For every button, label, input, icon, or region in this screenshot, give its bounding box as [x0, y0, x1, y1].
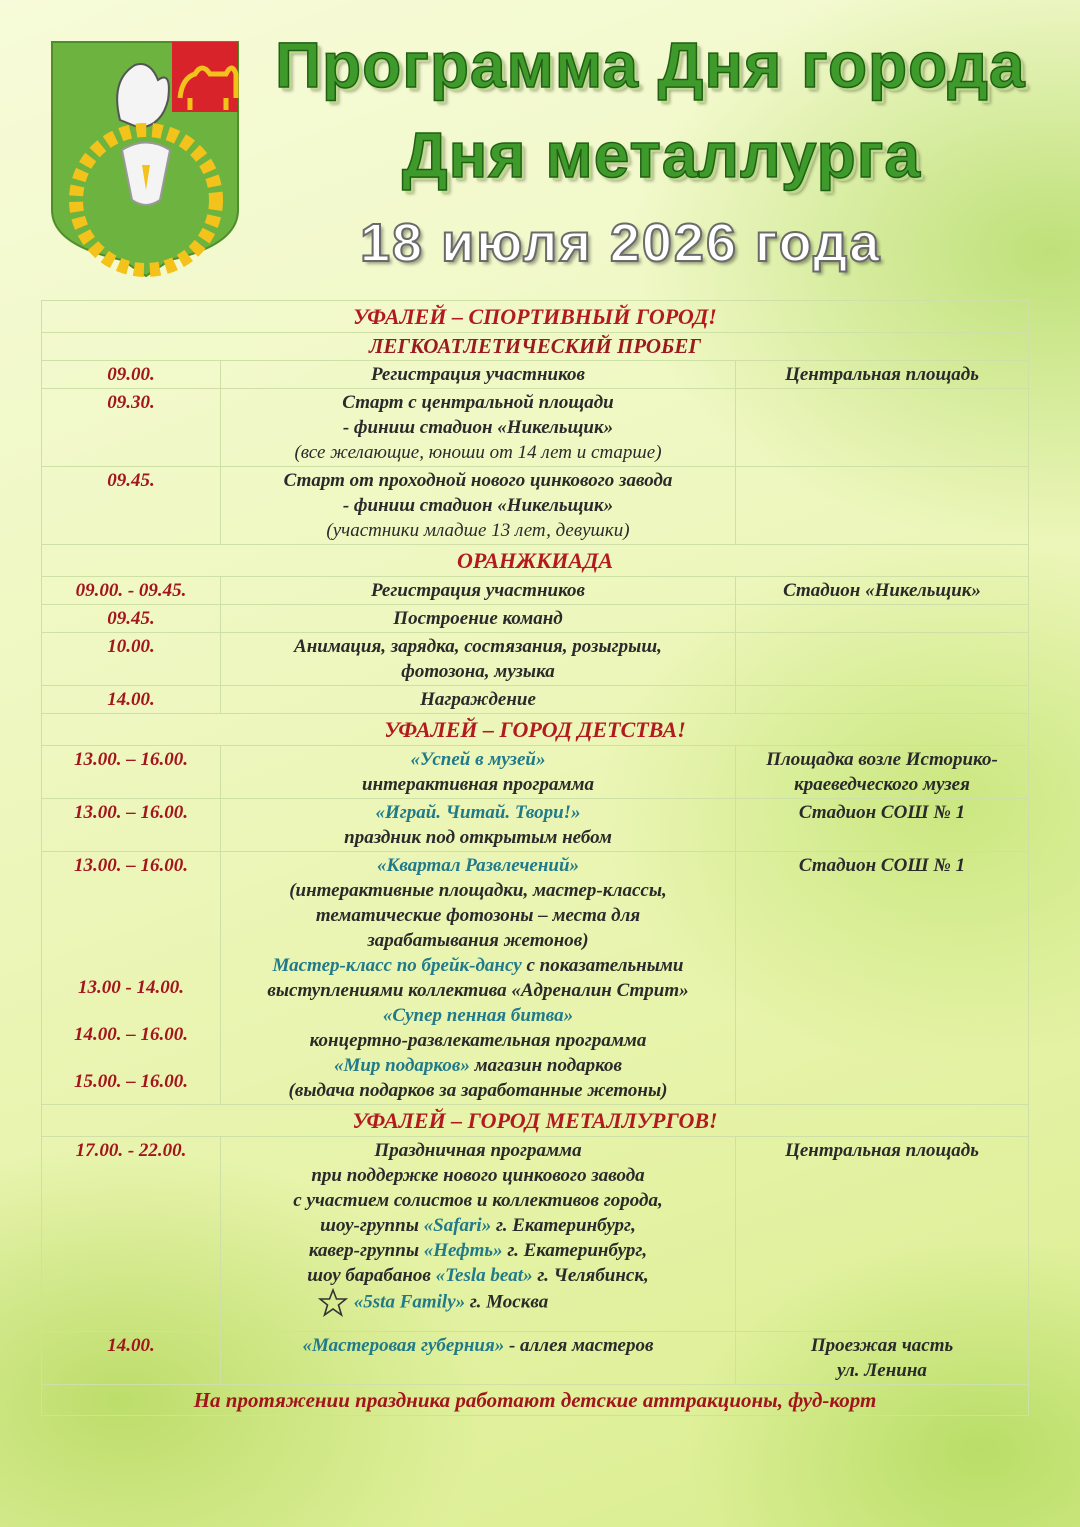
- time-cell: 14.00.: [42, 1332, 221, 1385]
- event-name: «Мастеровая губерния»: [302, 1335, 505, 1356]
- page-title: Программа Дня города: [275, 29, 1026, 101]
- table-row: [42, 633, 1029, 686]
- event-date: 18 июля 2026 года: [360, 213, 882, 273]
- subsection-title: ЛЕГКОАТЛЕТИЧЕСКИЙ ПРОБЕГ: [42, 333, 1029, 361]
- place-cell: Центральная площадь: [736, 1137, 1029, 1332]
- event-text: г. Челябинск,: [532, 1265, 649, 1286]
- event-line: [225, 1263, 731, 1288]
- event-cell: [221, 799, 736, 852]
- table-row: [42, 686, 1029, 714]
- table-row: [42, 389, 1029, 467]
- event-name: Мастер-класс по брейк-дансу: [272, 955, 522, 976]
- event-line: выступлениями коллектива «Адреналин Стрит»: [267, 980, 689, 1001]
- event-name: «Нефть»: [423, 1240, 503, 1261]
- place-cell: [736, 746, 1029, 799]
- time-cell: 09.00.: [42, 361, 221, 389]
- event-text: г. Екатеринбург,: [502, 1240, 648, 1261]
- event-cell: Регистрация участников: [221, 361, 736, 389]
- place-cell: Центральная площадь: [736, 361, 1029, 389]
- time-cell: 10.00.: [42, 633, 221, 686]
- time-cell: 17.00. - 22.00.: [42, 1137, 221, 1332]
- program-table: [41, 300, 1029, 1416]
- table-row: [42, 1137, 1029, 1332]
- place-line: ул. Ленина: [837, 1360, 927, 1381]
- section-header-row: [42, 545, 1029, 577]
- event-text: шоу-группы: [320, 1215, 424, 1236]
- place-cell: [736, 1332, 1029, 1385]
- place-line: Проезжая часть: [810, 1335, 954, 1356]
- event-line: [225, 1238, 731, 1263]
- event-line: [225, 1053, 731, 1078]
- event-name: «5sta Family»: [353, 1291, 466, 1313]
- event-text: шоу барабанов: [307, 1265, 436, 1286]
- time-cell: 09.00. - 09.45.: [42, 577, 221, 605]
- time-cell: 09.30.: [42, 389, 221, 467]
- footer-note: На протяжении праздника работают детские аттракционы, фуд-корт: [42, 1385, 1029, 1416]
- time-line: 13.00. – 16.00.: [74, 855, 188, 876]
- table-row: [42, 605, 1029, 633]
- event-line: концертно-развлекательная программа: [309, 1030, 647, 1051]
- event-cell: [221, 389, 736, 467]
- place-cell: Стадион СОШ № 1: [736, 852, 1029, 1105]
- time-cell: 13.00. – 16.00.: [42, 799, 221, 852]
- event-line: (выдача подарков за заработанные жетоны): [288, 1080, 668, 1101]
- event-name: «Играй. Читай. Твори!»: [375, 802, 581, 823]
- event-name: «Квартал Развлечений»: [376, 855, 580, 876]
- page-subtitle: Дня металлурга: [402, 119, 921, 191]
- section-header-row: [42, 301, 1029, 333]
- event-cell: Награждение: [221, 686, 736, 714]
- event-line: Анимация, зарядка, состязания, розыгрыш,: [294, 636, 662, 657]
- section-title: УФАЛЕЙ – ГОРОД ДЕТСТВА!: [42, 714, 1029, 746]
- event-line: тематические фотозоны – места для: [315, 905, 641, 926]
- event-text: с показательными: [521, 955, 684, 976]
- event-name: «Успей в музей»: [410, 749, 546, 770]
- event-cell: Построение команд: [221, 605, 736, 633]
- table-row: [42, 799, 1029, 852]
- time-line: 15.00. – 16.00.: [74, 1071, 188, 1092]
- event-line: Праздничная программа: [374, 1140, 582, 1161]
- event-cell: [221, 1137, 736, 1332]
- event-line: интерактивная программа: [362, 774, 594, 795]
- table-row: [42, 361, 1029, 389]
- place-cell: [736, 467, 1029, 545]
- city-coat-of-arms-icon: [50, 40, 242, 280]
- time-cell: 09.45.: [42, 605, 221, 633]
- table-row: [42, 746, 1029, 799]
- table-row: [42, 1332, 1029, 1385]
- section-header-row: [42, 1105, 1029, 1137]
- place-cell: [736, 389, 1029, 467]
- event-line: [225, 953, 731, 978]
- section-title: УФАЛЕЙ – СПОРТИВНЫЙ ГОРОД!: [42, 301, 1029, 333]
- time-cell: 13.00. – 16.00.: [42, 746, 221, 799]
- event-line: [225, 1213, 731, 1238]
- time-line: 14.00. – 16.00.: [74, 1024, 188, 1045]
- event-line: фотозона, музыка: [401, 661, 555, 682]
- event-name: «Мир подарков»: [333, 1055, 470, 1076]
- event-line: (интерактивные площадки, мастер-классы,: [289, 880, 667, 901]
- section-header-row: [42, 714, 1029, 746]
- event-cell: [221, 852, 736, 1105]
- time-cell: [42, 852, 221, 1105]
- event-line: - финиш стадион «Никельщик»: [342, 417, 614, 438]
- event-line: при поддержке нового цинкового завода: [311, 1165, 645, 1186]
- place-line: краеведческого музея: [794, 774, 970, 795]
- place-cell: Стадион «Никельщик»: [736, 577, 1029, 605]
- star-outline-icon: [318, 1288, 348, 1318]
- footer-row: [42, 1385, 1029, 1416]
- place-cell: [736, 605, 1029, 633]
- event-cell: [221, 1332, 736, 1385]
- event-text: кавер-группы: [308, 1240, 424, 1261]
- event-cell: [221, 633, 736, 686]
- event-line: Старт от проходной нового цинкового завода: [283, 470, 673, 491]
- event-text: г. Екатеринбург,: [491, 1215, 636, 1236]
- place-cell: [736, 633, 1029, 686]
- event-line: с участием солистов и коллективов города,: [293, 1190, 663, 1211]
- event-cell: [221, 467, 736, 545]
- event-cell: [221, 746, 736, 799]
- place-line: Площадка возле Историко-: [766, 749, 998, 770]
- table-row: [42, 577, 1029, 605]
- event-text: г. Москва: [465, 1291, 549, 1313]
- time-line: 13.00 - 14.00.: [77, 977, 185, 998]
- event-line: [225, 1288, 731, 1318]
- place-cell: Стадион СОШ № 1: [736, 799, 1029, 852]
- event-name: «Safari»: [423, 1215, 492, 1236]
- event-note: (участники младше 13 лет, девушки): [326, 520, 630, 541]
- event-line: праздник под открытым небом: [344, 827, 612, 848]
- event-text: магазин подарков: [469, 1055, 623, 1076]
- section-title: ОРАНЖКИАДА: [42, 545, 1029, 577]
- event-line: зарабатывания жетонов): [367, 930, 589, 951]
- event-name: «Супер пенная битва»: [382, 1005, 574, 1026]
- time-cell: 09.45.: [42, 467, 221, 545]
- event-note: (все желающие, юноши от 14 лет и старше): [294, 442, 662, 463]
- event-line: - финиш стадион «Никельщик»: [342, 495, 614, 516]
- event-line: Старт с центральной площади: [342, 392, 614, 413]
- table-row: [42, 467, 1029, 545]
- place-cell: [736, 686, 1029, 714]
- section-title: УФАЛЕЙ – ГОРОД МЕТАЛЛУРГОВ!: [42, 1105, 1029, 1137]
- event-cell: Регистрация участников: [221, 577, 736, 605]
- event-name: «Tesla beat»: [435, 1265, 533, 1286]
- event-text: - аллея мастеров: [504, 1335, 654, 1356]
- time-cell: 14.00.: [42, 686, 221, 714]
- table-row: [42, 852, 1029, 1105]
